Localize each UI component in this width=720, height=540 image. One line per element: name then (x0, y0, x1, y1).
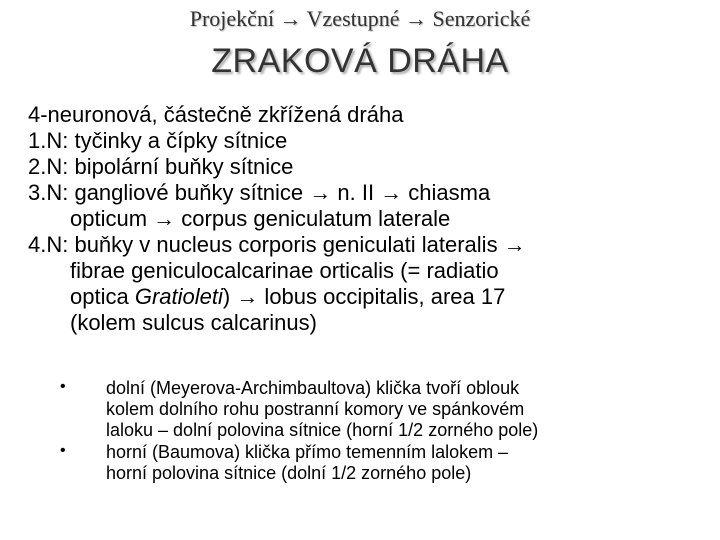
bullet-line: dolní (Meyerova-Archimbaultova) klička tvoří oblouk (106, 378, 520, 398)
bullet-text (106, 378, 696, 442)
bullet-text (106, 442, 696, 484)
neuron-1-line: 1.N: tyčinky a čípky sítnice (28, 127, 288, 153)
intro-line: 4-neuronová, částečně zkřížená dráha (28, 102, 404, 127)
neuron-3-line-cont: opticum → corpus geniculatum laterale (70, 205, 451, 231)
slide-subtitle: Projekční → Vzestupné → Senzorické (189, 6, 531, 31)
slide-title: ZRAKOVÁ DRÁHA (211, 42, 509, 80)
bullet-line: horní polovina sítnice (dolní 1/2 zorného pole) (106, 462, 472, 483)
bullet-line: laloku – dolní polovina sítnice (horní 1/2 zorného pole) (106, 420, 539, 441)
neuron-4-line-cont-2 (28, 284, 708, 310)
neuron-4-text-b: ) → lobus occipitalis, area 17 (222, 283, 506, 309)
neuron-4-text-a: optica (70, 283, 135, 309)
neuron-3-line: 3.N: gangliové buňky sítnice → n. II → chiasma (28, 179, 491, 205)
bullet-item (56, 442, 696, 484)
bullet-item (56, 378, 696, 442)
neuron-2-line: 2.N: bipolární buňky sítnice (28, 153, 294, 179)
bullet-marker: • (60, 441, 66, 459)
bullet-list (56, 378, 696, 484)
neuron-4-italic-term: Gratioleti (134, 283, 223, 309)
bullet-marker: • (60, 378, 66, 395)
bullet-line: horní (Baumova) klička přímo temenním lalokem – (106, 441, 509, 462)
neuron-4-line: 4.N: buňky v nucleus corporis geniculati lateralis → (28, 231, 526, 257)
slide-body (28, 102, 708, 336)
neuron-4-line-cont-1: fibrae geniculocalcarinae orticalis (= radiatio (70, 257, 499, 283)
neuron-4-line-cont-3: (kolem sulcus calcarinus) (70, 309, 317, 335)
bullet-line: kolem dolního rohu postranní komory ve spánkovém (106, 399, 525, 420)
